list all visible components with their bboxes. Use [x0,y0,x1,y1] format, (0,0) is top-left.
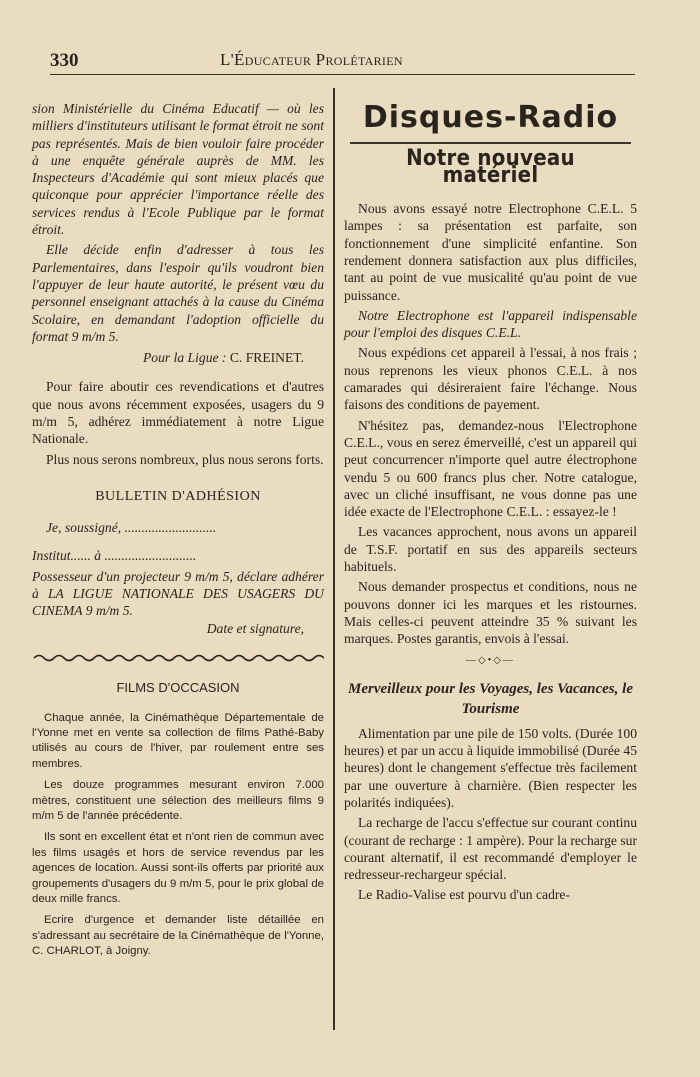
paragraph: Plus nous serons nombreux, plus nous serons forts. [46,451,324,467]
wavy-divider [32,653,324,663]
paragraph: Le Radio-Valise est pourvu d'un cadre- [358,887,570,903]
left-column [32,100,324,960]
films-section [32,711,324,960]
form-line-institut: Institut...... à ........................... [32,547,197,563]
paragraph: N'hésitez pas, demandez-nous l'Electrophone C.E.L., vous en serez émerveillé, c'est un appareil qui peut concurrencer n'importe quel autre électrophone vendu 5 ou 600 francs plus cher. Notre catalogue, avec un cliché insuffisant, ne vous donne pas une idée exacte de l'Electrophone C.E.L. : essayez-le ! [344,417,637,520]
form-line-name: Je, soussigné, ........................... [46,520,217,536]
signature [32,349,304,366]
paragraph: Notre Electrophone est l'appareil indispensable pour l'emploi des disques C.E.L. [344,307,637,341]
paragraph: Ecrire d'urgence et demander liste détaillée en s'adressant au secrétaire de la Cinémathèque de l'Yonne, C. CHARLOT, à Joigny. [32,914,324,958]
section-subtitle: Notre nouveau matériel [406,145,575,188]
page-number: 330 [50,50,79,71]
paragraph: Les douze programmes mesurant environ 7.000 mètres, constituent une sélection des meilleurs films 9 m/m 5 de l'année précédente. [32,779,324,823]
ornament: —◇•◇— [466,654,515,666]
paragraph: Nous avons essayé notre Electrophone C.E.L. 5 lampes : sa présentation est parfaite, son fonctionnement d'une simplicité enfantine. Son rendement donnera satisfaction aux plus difficiles, tant au point de vue musicalité qu'au point de vue puissance. [344,201,637,303]
paragraph: La recharge de l'accu s'effectue sur courant continu (courant de recharge : 1 ampère). Pour la recharge sur courant alternatif, il est recommandé d'employer le redresseur-rechargeur spécial. [344,815,637,883]
column-divider [333,88,335,1030]
form-line-declaration: Possesseur d'un projecteur 9 m/m 5, déclare adhérer à LA LIGUE NATIONALE DES USAGERS DU CINEMA 9 m/m 5. [32,568,324,619]
signature-prefix: Pour la Ligue : [143,350,227,366]
paragraph: Elle décide enfin d'adresser à tous les Parlementaires, dans l'espoir qu'ils voudront bien l'appuyer de leur haute autorité, le présent vœu du personnel enseignant attachés à la cause du Cinéma Scolaire, en demandant l'adoption officielle du format 9 m/m 5. [32,242,324,344]
paragraph: Alimentation par une pile de 150 volts. (Durée 100 heures) et par un accu à liquide immobilisé (Durée 45 heures) dont le changement s'effectue très facilement par une ouverture à charnière. (Bien respecter les polarités indiquées). [344,725,637,810]
title-rule [350,142,631,144]
section-title: Disques-Radio [362,100,619,135]
paragraph: Nous expédions cet appareil à l'essai, à nos frais ; nous reprenons les vieux phonos C.E.L. à nos camarades qui désireraient faire l'échange. Nous faisons des conditions de payement. [344,345,637,413]
signature-name: C. FREINET. [229,350,304,366]
films-title: FILMS D'OCCASION [116,680,240,696]
paragraph: sion Ministérielle du Cinéma Educatif — où les milliers d'instituteurs utilisant le format étroit ne sont pas représentés. Mais de bien vouloir faire procéder à une enquête générale auprès de MM. les Inspecteurs d'Académie qui sont mieux placés que quiconque pour apprécier l'importance réelle des services rendus à l'Ecole Publique par le format étroit. [32,101,324,238]
paragraph: Chaque année, la Cinémathèque Départementale de l'Yonne met en vente sa collection de films Pathé-Baby utilisés au cours de l'hiver, par roulement entre ses membres. [32,711,324,770]
paragraph: Pour faire aboutir ces revendications et d'autres que nous avons récemment exposées, usagers du 9 m/m 5, adhérez immédiatement à notre Ligue Nationale. [32,379,324,447]
bulletin-title: BULLETIN D'ADHÉSION [95,488,261,504]
paragraph: Ils sont en excellent état et n'ont rien de commun avec les films usagés et hors de service revendus par les agences de location. Aussi sont-ils offerts par priorité aux groupements d'usagers du 9 m/m 5, pour le prix global de deux mille francs. [32,831,324,906]
subheading: Merveilleux pour les Voyages, les Vacances, le Tourisme [348,680,633,717]
page-header [50,50,635,75]
paragraph: Nous demander prospectus et conditions, nous ne pouvons donner ici les marques et les ristournes. Mais celles-ci peuvent atteindre 35 % suivant les marques. Postes garantis, envois à l'essai. [344,579,637,647]
right-column [344,98,637,904]
form-line-signature: Date et signature, [206,620,304,636]
journal-title: L'Éducateur Prolétarien [220,50,403,69]
paragraph: Les vacances approchent, nous avons un appareil de T.S.F. portatif en sus des appareils secteurs habituels. [344,524,637,575]
